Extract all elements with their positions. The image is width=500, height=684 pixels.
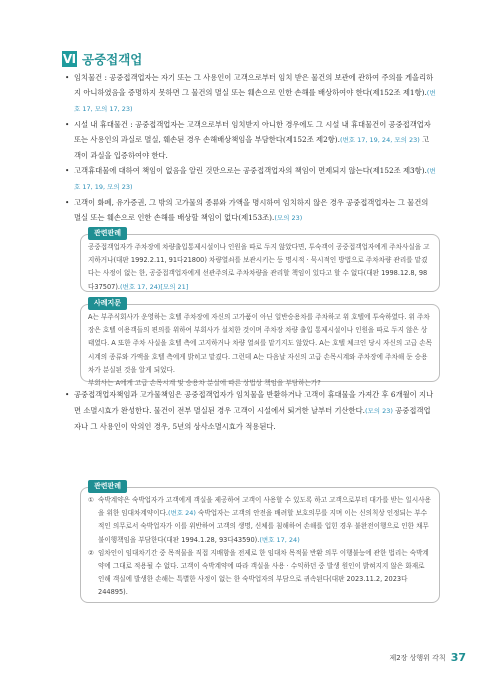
bullet-list-top [64, 70, 436, 226]
exam-tag: (모의 23) [364, 406, 393, 415]
bullet-text: 임치물건 : 공중접객업자는 자기 또는 그 사용인이 고객으로부터 임치 받은 물건의 보관에 관하여 주의를 게을리하지 아니하였음을 증명하지 못하면 그 물건의 멸실 또는 훼손으로 인한 손해를 배상하여야 한다(제152조 제1항). [74, 73, 434, 97]
bullet-text: 고객이 화폐, 유가증권, 그 밖의 고가물의 종류와 가액을 명시하여 임치하지 않은 경우 공중접객업자는 그 물건의 멸실 또는 훼손으로 인한 손해를 배상할 책임이 없다(제153조). [74, 198, 429, 222]
exam-tag: (변호 17, 19, 24, 모의 23) [339, 136, 420, 144]
bullet-item [64, 195, 436, 226]
related-case-text [88, 241, 432, 294]
page-number: 37 [450, 651, 466, 664]
bullet-text: 시설 내 휴대물건 : 공중접객업자는 고객으로부터 임치받지 아니한 경우에도 그 시설 내 휴대물건이 공중접객업자 또는 사용인의 과실로 멸실, 훼손된 경우 손해배상책임을 부담한다(제152조 제2항). [74, 120, 431, 144]
bullet-item [64, 163, 436, 195]
case-item [88, 547, 432, 600]
bullet-item [64, 387, 436, 435]
case-text: 임차인이 임대차기간 중 목적물을 직접 지배함을 전제로 한 임대차 목적물 반환 의무 이행불능에 관한 법리는 숙박계약에 그대로 적용될 수 없다. 고객이 숙박계약에 따라 객실을 사용 · 수익하던 중 발생 원인이 밝혀지지 않은 화재로 인해 객실에 발생한 손해는 특별한 사정이 없는 한 숙박업자의 부담으로 귀속된다(대판 2023.11.2, 2023다244895). [98, 548, 429, 597]
bullet-item [64, 117, 436, 163]
item-number: ② [88, 548, 94, 557]
page-footer [389, 651, 466, 664]
exam-tag: (변호 17, 24)[모의 21] [120, 282, 189, 291]
bullet-text-tail: 공중접객업자나 그 사용인이 악의인 경우, 5년의 상사소멸시효가 적용된다. [74, 405, 431, 431]
exam-tag: (변호 17, 24) [259, 535, 300, 544]
related-case-label-2: 관련판례 [88, 480, 127, 493]
case-scenario: A는 부주식회사가 운영하는 호텔 주차장에 자신의 고가품이 아닌 일반승용차를 주차하고 위 호텔에 투숙하였다. 위 주차장은 호텔 이용객들의 편의를 위하여 부회사가 설치한 것이며 주차장 차량 출입 통제시설이나 인원을 따로 두지 않은 상태였다. A 또한 주차 사실을 호텔 측에 고지하거나 차량 열쇠를 맡기지도 않았다. A는 호텔 체크인 당시 자신의 고급 손목시계의 종류와 가액을 호텔 측에게 밝히고 맡겼다. 그런데 A는 다음날 자신의 고급 손목시계와 주차장에 주차해 둔 승용차가 분실된 것을 알게 되었다. [88, 313, 432, 374]
section-title: 공중접객업 [82, 52, 143, 67]
section-heading [62, 50, 142, 68]
case-text-tail: 숙박업자는 고객의 안전을 배려할 보호의무를 지며 이는 신의칙상 인정되는 부수적인 의무로서 숙박업자가 이를 위반하여 고객의 생명, 신체를 침해하여 손해를 입힌 경우 불완전이행으로 인한 채무불이행책임을 부담한다(대판 1994.1.28, 93다43590). [98, 509, 429, 544]
bullet-item [64, 70, 436, 117]
bullet-text: 공중접객업자책임과 고가물책임은 공중접객업자가 임치물을 반환하거나 고객이 휴대물을 가져간 후 6개월이 지나면 소멸시효가 완성한다. 물건이 전부 멸실된 경우 고객이 시설에서 퇴거한 날부터 기산한다. [74, 390, 434, 415]
exam-tag: (모의 23) [274, 214, 303, 222]
exam-tag: (변호 17, 19, 모의 23) [74, 167, 436, 191]
exam-tag: (변호 24) [167, 509, 196, 518]
chapter-title: 제2장 상행위 각칙 [389, 653, 446, 662]
bullet-list-mid [64, 387, 436, 435]
section-number: Ⅵ [62, 52, 77, 66]
bullet-text-tail: 고객이 과실을 입증하여야 한다. [74, 135, 430, 160]
bullet-text: 고객휴대물에 대하여 책임이 없음을 알린 것만으로는 공중접객업자의 책임이 면제되지 않는다(제152조 제3항). [74, 166, 427, 175]
case-example-label: 사례지문 [88, 297, 127, 310]
exam-tag: (변호 17, 모의 17, 23) [74, 89, 436, 113]
case-item [88, 494, 432, 547]
item-number: ① [88, 496, 94, 504]
case-example-text [88, 311, 432, 390]
case-question: 부회사는 A에게 고급 손목시계 및 승용차 분실에 따른 상법상 책임을 부담하는가? [88, 379, 321, 388]
related-case-list [88, 494, 432, 600]
related-case-label: 관련판례 [88, 227, 127, 240]
case-text: 숙박계약은 숙박업자가 고객에게 객실을 제공하여 고객이 사용할 수 있도록 하고 고객으로부터 대가를 받는 일시사용을 위한 임대차계약이다. [98, 496, 431, 518]
case-text: 공중접객업자가 주차장에 차량출입통제시설이나 인원을 따로 두지 않았다면, 투숙객이 공중접객업자에게 주차사실을 고지하거나(대판 1992.2.11, 91다21800) 차량열쇠를 보관시키는 등 명시적 · 묵시적인 방법으로 주차차량 관리를 맡겼다는 사정이 없는 한, 공중접객업자에게 선관주의로 주차차량을 관리할 책임이 있다고 할 수 없다(대판 1998.12.8, 98다37507). [88, 243, 430, 291]
